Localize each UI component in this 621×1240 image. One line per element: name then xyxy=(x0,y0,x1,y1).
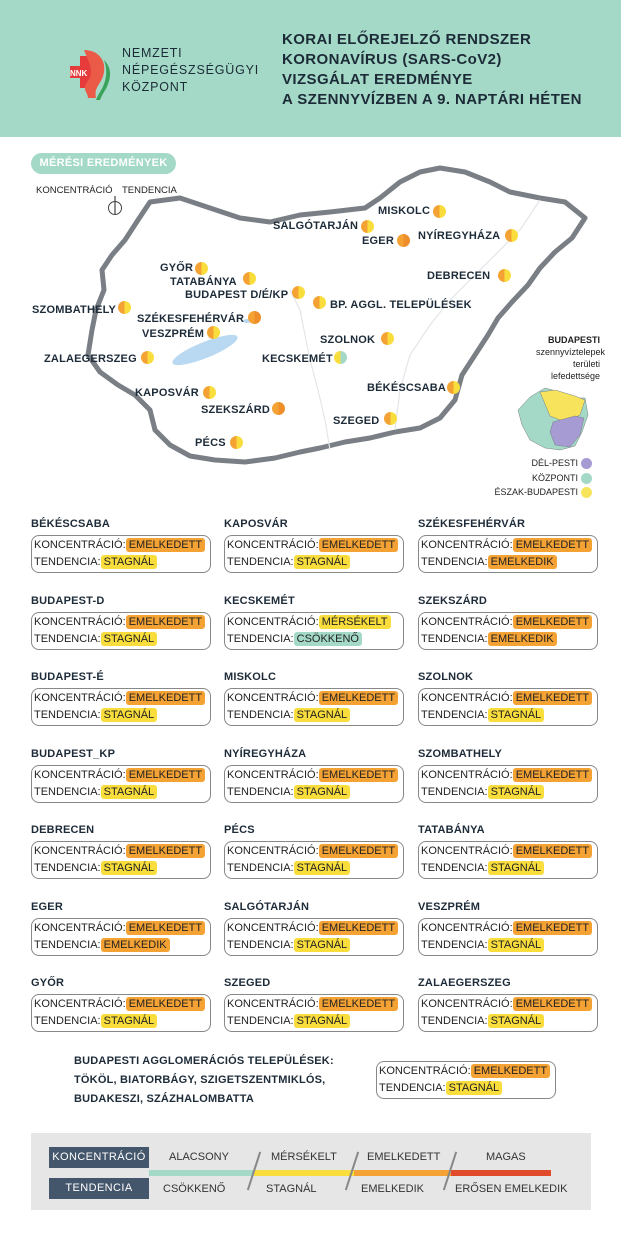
tend-row xyxy=(34,632,157,646)
tend-row xyxy=(227,1014,350,1028)
conc-label: KONCENTRÁCIÓ: xyxy=(227,768,319,781)
conc-value: EMELKEDETT xyxy=(513,768,592,782)
tend-label: TENDENCIA: xyxy=(227,938,294,951)
tend-row xyxy=(421,861,544,875)
budapest-line: lefedettsége xyxy=(550,371,600,381)
conc-row xyxy=(34,691,205,705)
tend-label: TENDENCIA: xyxy=(34,862,101,874)
conc-value: EMELKEDETT xyxy=(126,691,205,705)
tend-row xyxy=(421,708,544,722)
tend-value: STAGNÁL xyxy=(101,785,158,799)
conc-row xyxy=(227,997,398,1011)
conc-value: EMELKEDETT xyxy=(513,538,592,552)
city-dot xyxy=(272,402,285,415)
tend-value: STAGNÁL xyxy=(101,555,158,569)
conc-label: KONCENTRÁCIÓ: xyxy=(421,921,513,934)
legend-dot xyxy=(581,487,592,498)
level-emelkedett: EMELKEDETT xyxy=(367,1151,441,1163)
tend-label: TENDENCIA: xyxy=(34,938,101,951)
result-card xyxy=(418,612,598,650)
tend-row xyxy=(227,938,350,952)
conc-label: KONCENTRÁCIÓ: xyxy=(421,692,513,704)
tend-label: TENDENCIA: xyxy=(34,556,101,568)
conc-value: EMELKEDETT xyxy=(513,691,592,705)
conc-label: KONCENTRÁCIÓ: xyxy=(34,998,126,1010)
conc-label: KONCENTRÁCIÓ: xyxy=(421,845,513,857)
tend-label: TENDENCIA: xyxy=(227,1015,294,1027)
tend-row xyxy=(379,1081,502,1095)
agg-line: BUDAKESZI, SZÁZHALOMBATTA xyxy=(74,1093,254,1105)
result-card xyxy=(418,994,598,1032)
budapest-title: BUDAPESTI xyxy=(547,335,600,345)
city-label: EGER xyxy=(362,235,394,247)
tend-row xyxy=(227,785,350,799)
org-line: KÖZPONT xyxy=(122,80,189,94)
river-danube xyxy=(290,290,330,450)
logo-text: NNK xyxy=(70,69,88,78)
tend-label: TENDENCIA: xyxy=(421,709,488,721)
conc-value: EMELKEDETT xyxy=(319,768,398,782)
scale-tendency-label: TENDENCIA xyxy=(49,1178,149,1199)
card-city-name: GYŐR xyxy=(31,977,65,989)
tend-row xyxy=(227,861,350,875)
city-dot xyxy=(248,311,261,324)
legend-dot xyxy=(581,458,592,469)
city-dot xyxy=(361,220,374,233)
city-label: BÉKÉSCSABA xyxy=(367,382,447,394)
conc-row xyxy=(421,691,592,705)
budapest-line: szennyvíztelepek xyxy=(536,347,606,357)
legend-del-pesti: DÉL-PESTI xyxy=(531,458,578,468)
conc-value: EMELKEDETT xyxy=(513,997,592,1011)
tend-row xyxy=(227,555,350,569)
tend-label: TENDENCIA: xyxy=(227,632,294,645)
card-city-name: PÉCS xyxy=(224,824,255,836)
city-dot xyxy=(243,272,256,285)
tend-row xyxy=(227,632,362,646)
tend-value: STAGNÁL xyxy=(101,708,158,722)
conc-value: EMELKEDETT xyxy=(319,921,398,935)
tend-value: STAGNÁL xyxy=(294,708,351,722)
card-city-name: BUDAPEST_KP xyxy=(31,747,116,760)
city-dot xyxy=(195,262,208,275)
agglomeration-text xyxy=(74,1052,334,1109)
conc-label: KONCENTRÁCIÓ: xyxy=(227,845,319,857)
conc-row xyxy=(227,691,398,705)
tend-row xyxy=(421,555,557,569)
conc-row xyxy=(227,768,398,782)
result-card xyxy=(418,535,598,573)
tend-label: TENDENCIA: xyxy=(34,709,101,721)
city-dot xyxy=(334,351,347,364)
key-concentration: KONCENTRÁCIÓ xyxy=(36,185,113,196)
tend-label: TENDENCIA: xyxy=(34,632,101,645)
conc-value: EMELKEDETT xyxy=(126,844,205,858)
title-line: KORAI ELŐREJELZŐ RENDSZER xyxy=(282,31,532,48)
tend-value: EMELKEDIK xyxy=(101,938,170,952)
result-card xyxy=(31,535,211,573)
tend-value: STAGNÁL xyxy=(488,861,545,875)
conc-label: KONCENTRÁCIÓ: xyxy=(34,921,126,934)
result-card xyxy=(31,765,211,803)
city-label: SZEKSZÁRD xyxy=(201,404,271,416)
city-dot xyxy=(498,269,511,282)
tend-label: TENDENCIA: xyxy=(34,1015,101,1027)
conc-label: KONCENTRÁCIÓ: xyxy=(34,768,126,781)
conc-row xyxy=(34,997,205,1011)
city-label: GYŐR xyxy=(160,262,194,274)
conc-value: EMELKEDETT xyxy=(126,768,205,782)
result-card xyxy=(31,688,211,726)
tend-row xyxy=(34,1014,157,1028)
conc-label: KONCENTRÁCIÓ: xyxy=(34,845,126,857)
tend-value: CSÖKKENŐ xyxy=(294,632,362,646)
conc-label: KONCENTRÁCIÓ: xyxy=(227,921,319,934)
section-pill: MÉRÉSI EREDMÉNYEK xyxy=(31,153,176,174)
city-label: SZÉKESFEHÉRVÁR xyxy=(137,313,245,325)
city-label: ZALAEGERSZEG xyxy=(44,353,137,365)
conc-label: KONCENTRÁCIÓ: xyxy=(227,998,319,1010)
conc-value: EMELKEDETT xyxy=(126,921,205,935)
card-city-name: SZOLNOK xyxy=(418,671,474,683)
city-label: PÉCS xyxy=(195,437,226,449)
city-dot xyxy=(384,412,397,425)
city-dot xyxy=(433,205,446,218)
tend-label: TENDENCIA: xyxy=(421,556,488,568)
card-city-name: BUDAPEST-D xyxy=(31,594,105,607)
scale-legend xyxy=(31,1133,591,1210)
conc-value: EMELKEDETT xyxy=(513,921,592,935)
legend-kozponti: KÖZPONTI xyxy=(531,473,578,483)
tend-value: STAGNÁL xyxy=(294,785,351,799)
city-label: SZEGED xyxy=(333,415,380,427)
conc-label: KONCENTRÁCIÓ: xyxy=(34,615,126,628)
scale-bar-elevated xyxy=(354,1170,451,1176)
conc-label: KONCENTRÁCIÓ: xyxy=(227,539,319,551)
conc-value: EMELKEDETT xyxy=(126,615,205,629)
scale-bar-high xyxy=(451,1170,551,1176)
city-label: SZOLNOK xyxy=(320,334,376,346)
conc-label: KONCENTRÁCIÓ: xyxy=(227,692,319,704)
conc-value: EMELKEDETT xyxy=(513,615,592,629)
card-city-name: VESZPRÉM xyxy=(418,900,481,913)
tend-value: STAGNÁL xyxy=(294,938,351,952)
tend-label: TENDENCIA: xyxy=(421,938,488,951)
scale-bar-low xyxy=(149,1170,254,1176)
city-label: SZOMBATHELY xyxy=(32,304,117,316)
tend-value: STAGNÁL xyxy=(294,555,351,569)
card-city-name: TATABÁNYA xyxy=(418,824,485,836)
card-city-name: SZOMBATHELY xyxy=(418,747,503,760)
title-line: A SZENNYVÍZBEN A 9. NAPTÁRI HÉTEN xyxy=(282,91,582,108)
conc-row xyxy=(227,921,398,935)
result-card xyxy=(418,841,598,879)
tend-row xyxy=(34,555,157,569)
tend-row xyxy=(421,632,557,646)
card-city-name: BÉKÉSCSABA xyxy=(31,518,111,530)
conc-row xyxy=(227,844,398,858)
city-dot xyxy=(141,351,154,364)
budapest-line: területi xyxy=(572,359,600,369)
header-banner xyxy=(0,0,621,137)
city-label: NYÍREGYHÁZA xyxy=(418,230,501,242)
level-merseklet: MÉRSÉKELT xyxy=(271,1151,337,1163)
conc-value: EMELKEDETT xyxy=(513,844,592,858)
title-line: KORONAVÍRUS (SARS-CoV2) xyxy=(282,51,502,68)
conc-row xyxy=(421,615,592,629)
tend-label: TENDENCIA: xyxy=(421,785,488,798)
card-city-name: KECSKEMÉT xyxy=(224,594,295,607)
org-line: NEMZETI xyxy=(122,46,183,60)
tend-row xyxy=(34,861,157,875)
city-label: BP. AGGL. TELEPÜLÉSEK xyxy=(330,299,472,311)
result-card xyxy=(418,918,598,956)
conc-row xyxy=(227,538,398,552)
result-card xyxy=(418,688,598,726)
result-card xyxy=(224,612,404,650)
tend-value: STAGNÁL xyxy=(101,1014,158,1028)
card-city-name: ZALAEGERSZEG xyxy=(418,977,511,989)
conc-value: EMELKEDETT xyxy=(471,1064,550,1078)
tend-label: TENDENCIA: xyxy=(227,709,294,721)
result-card xyxy=(31,612,211,650)
result-card xyxy=(31,918,211,956)
conc-row xyxy=(34,768,205,782)
tend-row xyxy=(34,785,157,799)
tend-value: STAGNÁL xyxy=(488,785,545,799)
level-stagnal: STAGNÁL xyxy=(266,1183,317,1195)
card-city-name: BUDAPEST-É xyxy=(31,671,104,683)
agg-line: BUDAPESTI AGGLOMERÁCIÓS TELEPÜLÉSEK: xyxy=(74,1055,334,1067)
conc-row xyxy=(421,768,592,782)
card-city-name: SZÉKESFEHÉRVÁR xyxy=(418,518,526,530)
agg-line: TÖKÖL, BIATORBÁGY, SZIGETSZENTMIKLÓS, xyxy=(74,1074,326,1086)
result-card xyxy=(224,841,404,879)
result-card xyxy=(224,918,404,956)
card-city-name: KAPOSVÁR xyxy=(224,518,288,530)
tend-label: TENDENCIA: xyxy=(227,785,294,798)
conc-row xyxy=(227,615,391,629)
nnk-logo xyxy=(60,44,116,100)
tend-row xyxy=(421,1014,544,1028)
city-dot xyxy=(118,301,131,314)
conc-value: EMELKEDETT xyxy=(319,538,398,552)
card-city-name: SALGÓTARJÁN xyxy=(224,900,310,913)
tend-value: STAGNÁL xyxy=(488,708,545,722)
city-label: MISKOLC xyxy=(378,205,431,217)
tend-label: TENDENCIA: xyxy=(379,1082,446,1094)
legend-eszak-budapesti: ÉSZAK-BUDAPESTI xyxy=(494,487,578,497)
tend-row xyxy=(34,938,170,952)
conc-value: EMELKEDETT xyxy=(319,844,398,858)
tend-label: TENDENCIA: xyxy=(421,632,488,645)
tend-value: STAGNÁL xyxy=(101,632,158,646)
card-city-name: MISKOLC xyxy=(224,671,277,683)
city-dot xyxy=(447,381,460,394)
result-card xyxy=(224,688,404,726)
conc-row xyxy=(34,844,205,858)
conc-label: KONCENTRÁCIÓ: xyxy=(227,615,319,628)
city-dot xyxy=(207,326,220,339)
city-dot xyxy=(397,234,410,247)
title-line: VIZSGÁLAT EREDMÉNYE xyxy=(282,71,473,88)
city-dot xyxy=(505,229,518,242)
conc-label: KONCENTRÁCIÓ: xyxy=(421,768,513,781)
conc-label: KONCENTRÁCIÓ: xyxy=(421,615,513,628)
city-dot xyxy=(230,436,243,449)
conc-label: KONCENTRÁCIÓ: xyxy=(379,1065,471,1077)
tend-value: STAGNÁL xyxy=(294,861,351,875)
city-dot xyxy=(292,286,305,299)
conc-row xyxy=(379,1064,550,1078)
city-dot xyxy=(381,332,394,345)
city-label: KAPOSVÁR xyxy=(135,387,199,399)
tend-label: TENDENCIA: xyxy=(34,785,101,798)
conc-label: KONCENTRÁCIÓ: xyxy=(421,998,513,1010)
city-label: TATABÁNYA xyxy=(170,276,237,288)
city-label: VESZPRÉM xyxy=(142,328,205,340)
organization-name xyxy=(122,45,259,96)
card-city-name: NYÍREGYHÁZA xyxy=(224,747,307,760)
tend-row xyxy=(421,938,544,952)
conc-row xyxy=(421,997,592,1011)
legend-dot xyxy=(581,473,592,484)
level-alacsony: ALACSONY xyxy=(169,1151,229,1163)
result-card xyxy=(31,841,211,879)
conc-value: MÉRSÉKELT xyxy=(319,615,391,629)
tend-value: STAGNÁL xyxy=(294,1014,351,1028)
tend-row xyxy=(227,708,350,722)
key-tendency: TENDENCIA xyxy=(122,185,177,196)
city-dot xyxy=(203,386,216,399)
result-card xyxy=(224,994,404,1032)
conc-label: KONCENTRÁCIÓ: xyxy=(34,539,126,551)
city-label: DEBRECEN xyxy=(427,270,491,282)
result-card xyxy=(418,765,598,803)
conc-value: EMELKEDETT xyxy=(126,538,205,552)
city-label: SALGÓTARJÁN xyxy=(273,220,359,232)
conc-label: KONCENTRÁCIÓ: xyxy=(421,539,513,551)
tend-label: TENDENCIA: xyxy=(227,556,294,568)
tend-label: TENDENCIA: xyxy=(421,862,488,874)
scale-bar-moderate xyxy=(254,1170,354,1176)
tend-label: TENDENCIA: xyxy=(421,1015,488,1027)
tend-row xyxy=(421,785,544,799)
card-city-name: DEBRECEN xyxy=(31,824,95,836)
card-city-name: EGER xyxy=(31,900,63,913)
conc-row xyxy=(421,921,592,935)
tend-value: EMELKEDIK xyxy=(488,555,557,569)
conc-row xyxy=(34,921,205,935)
conc-row xyxy=(34,615,205,629)
budapest-coverage-label xyxy=(536,334,606,382)
level-emelkedik: EMELKEDIK xyxy=(361,1183,424,1195)
org-line: NÉPEGÉSZSÉGÜGYI xyxy=(122,63,260,77)
level-csokkeno: CSÖKKENŐ xyxy=(163,1183,226,1195)
conc-value: EMELKEDETT xyxy=(126,997,205,1011)
card-city-name: SZEKSZÁRD xyxy=(418,594,488,607)
city-dot xyxy=(313,296,326,309)
level-erosen-emelkedik: ERŐSEN EMELKEDIK xyxy=(455,1183,568,1195)
conc-row xyxy=(421,538,592,552)
conc-value: EMELKEDETT xyxy=(319,997,398,1011)
result-card xyxy=(224,535,404,573)
city-label: KECSKEMÉT xyxy=(262,353,333,365)
tend-label: TENDENCIA: xyxy=(227,862,294,874)
conc-value: EMELKEDETT xyxy=(319,691,398,705)
city-label: BUDAPEST D/É/KP xyxy=(185,289,289,301)
tend-value: STAGNÁL xyxy=(488,938,545,952)
tend-value: STAGNÁL xyxy=(488,1014,545,1028)
page-title xyxy=(282,30,582,110)
agglomeration-card xyxy=(376,1061,556,1099)
tend-value: EMELKEDIK xyxy=(488,632,557,646)
result-card xyxy=(224,765,404,803)
conc-row xyxy=(421,844,592,858)
conc-label: KONCENTRÁCIÓ: xyxy=(34,692,126,704)
tend-row xyxy=(34,708,157,722)
tend-value: STAGNÁL xyxy=(101,861,158,875)
card-city-name: SZEGED xyxy=(224,977,271,989)
conc-row xyxy=(34,538,205,552)
scale-concentration-label: KONCENTRÁCIÓ xyxy=(49,1147,149,1168)
result-card xyxy=(31,994,211,1032)
tend-value: STAGNÁL xyxy=(446,1081,503,1095)
level-magas: MAGAS xyxy=(486,1151,526,1163)
